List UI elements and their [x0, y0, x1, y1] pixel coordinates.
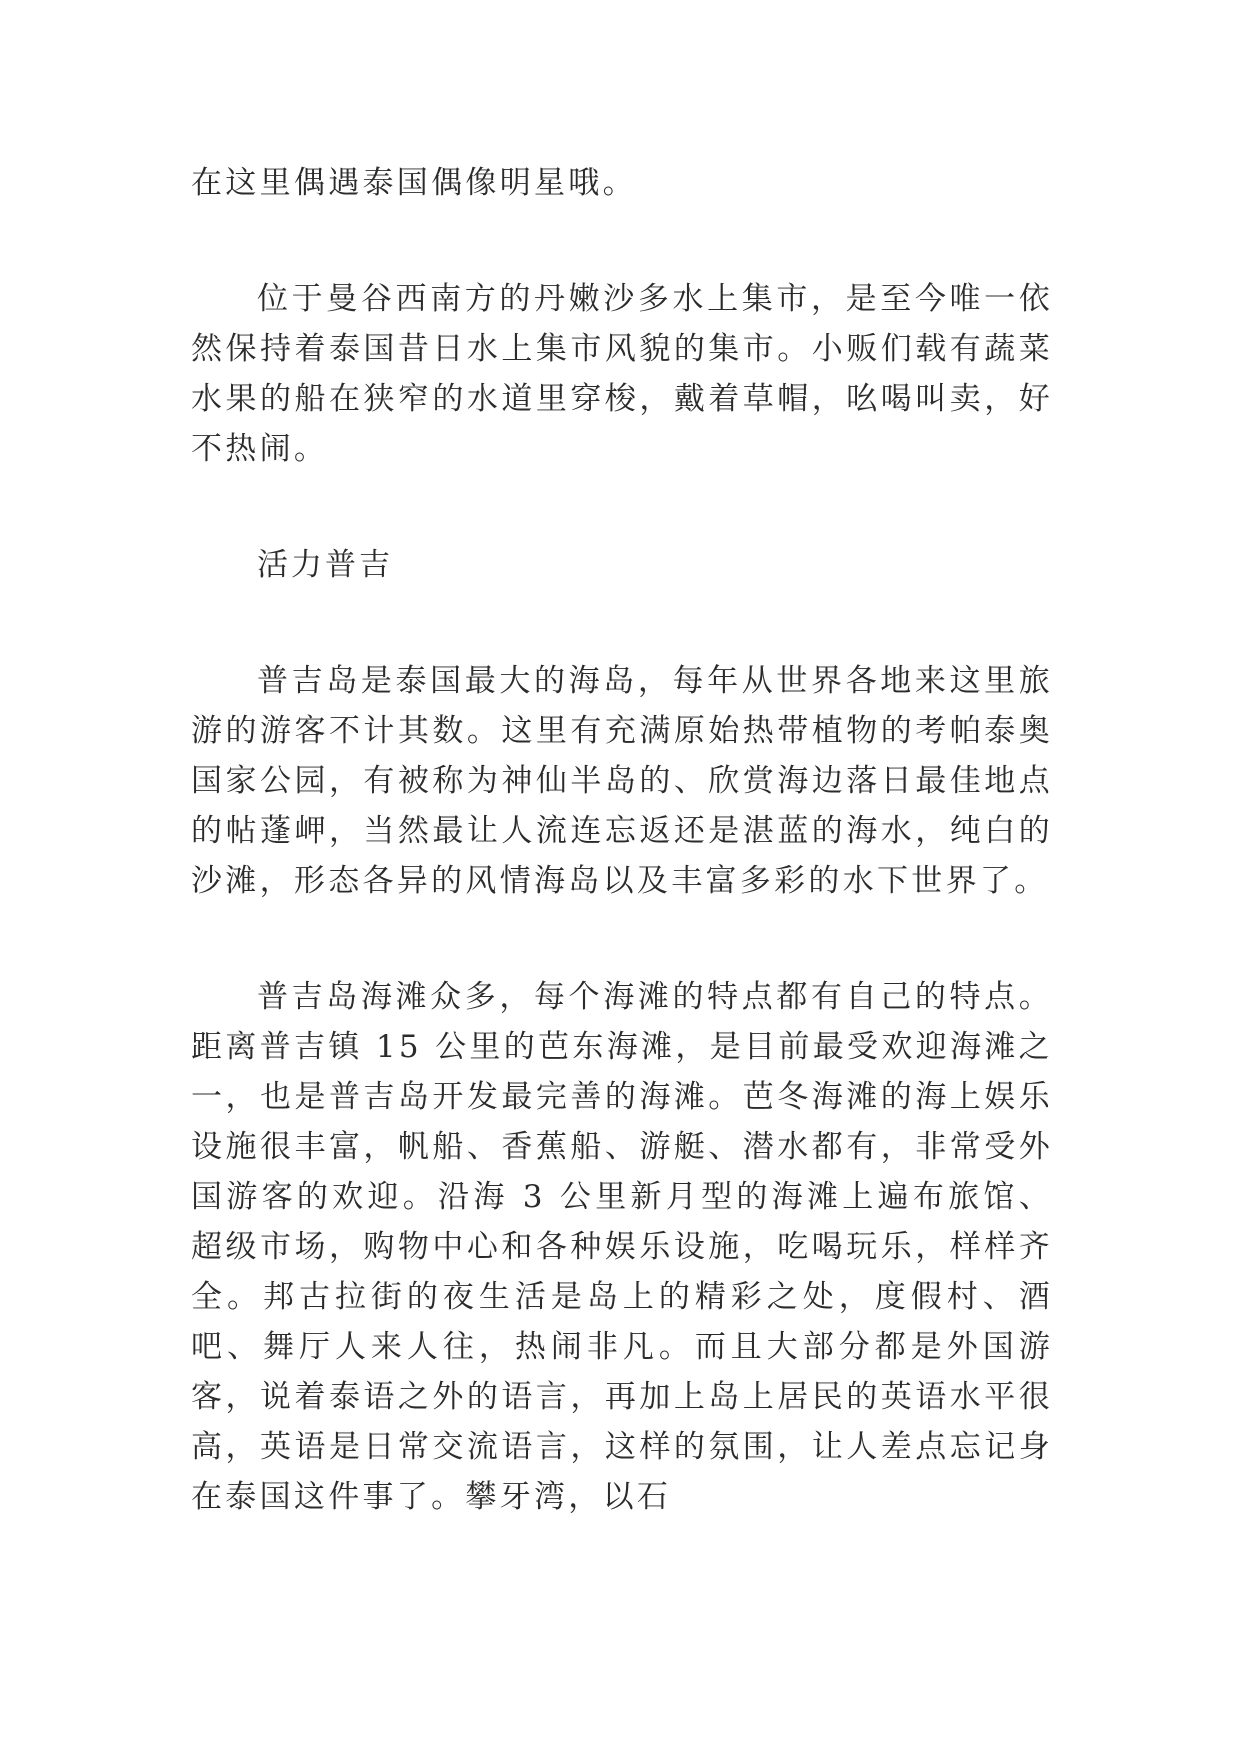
paragraph-floating-market: 位于曼谷西南方的丹嫩沙多水上集市，是至今唯一依然保持着泰国昔日水上集市风貌的集市。小贩们载有蔬菜水果的船在狭窄的水道里穿梭，戴着草帽，吆喝叫卖，好不热闹。 — [191, 281, 1053, 467]
document-body — [191, 158, 1053, 1522]
section-heading-phuket: 活力普吉 — [257, 547, 393, 583]
paragraph-continuation: 在这里偶遇泰国偶像明星哦。 — [191, 165, 637, 201]
paragraph-phuket-beaches: 普吉岛海滩众多，每个海滩的特点都有自己的特点。距离普吉镇 15 公里的芭东海滩，是目前最受欢迎海滩之一，也是普吉岛开发最完善的海滩。芭冬海滩的海上娱乐设施很丰富，帆船、香蕉船、游艇、潜水都有，非常受外国游客的欢迎。沿海 3 公里新月型的海滩上遍布旅馆、超级市场，购物中心和各种娱乐设施，吃喝玩乐，样样齐全。邦古拉街的夜生活是岛上的精彩之处，度假村、酒吧、舞厅人来人往，热闹非凡。而且大部分都是外国游客，说着泰语之外的语言，再加上岛上居民的英语水平很高，英语是日常交流语言，这样的氛围，让人差点忘记身在泰国这件事了。攀牙湾，以石 — [191, 979, 1053, 1515]
paragraph-phuket-intro: 普吉岛是泰国最大的海岛，每年从世界各地来这里旅游的游客不计其数。这里有充满原始热带植物的考帕泰奥国家公园，有被称为神仙半岛的、欣赏海边落日最佳地点的帖蓬岬，当然最让人流连忘返还是湛蓝的海水，纯白的沙滩，形态各异的风情海岛以及丰富多彩的水下世界了。 — [191, 663, 1053, 899]
